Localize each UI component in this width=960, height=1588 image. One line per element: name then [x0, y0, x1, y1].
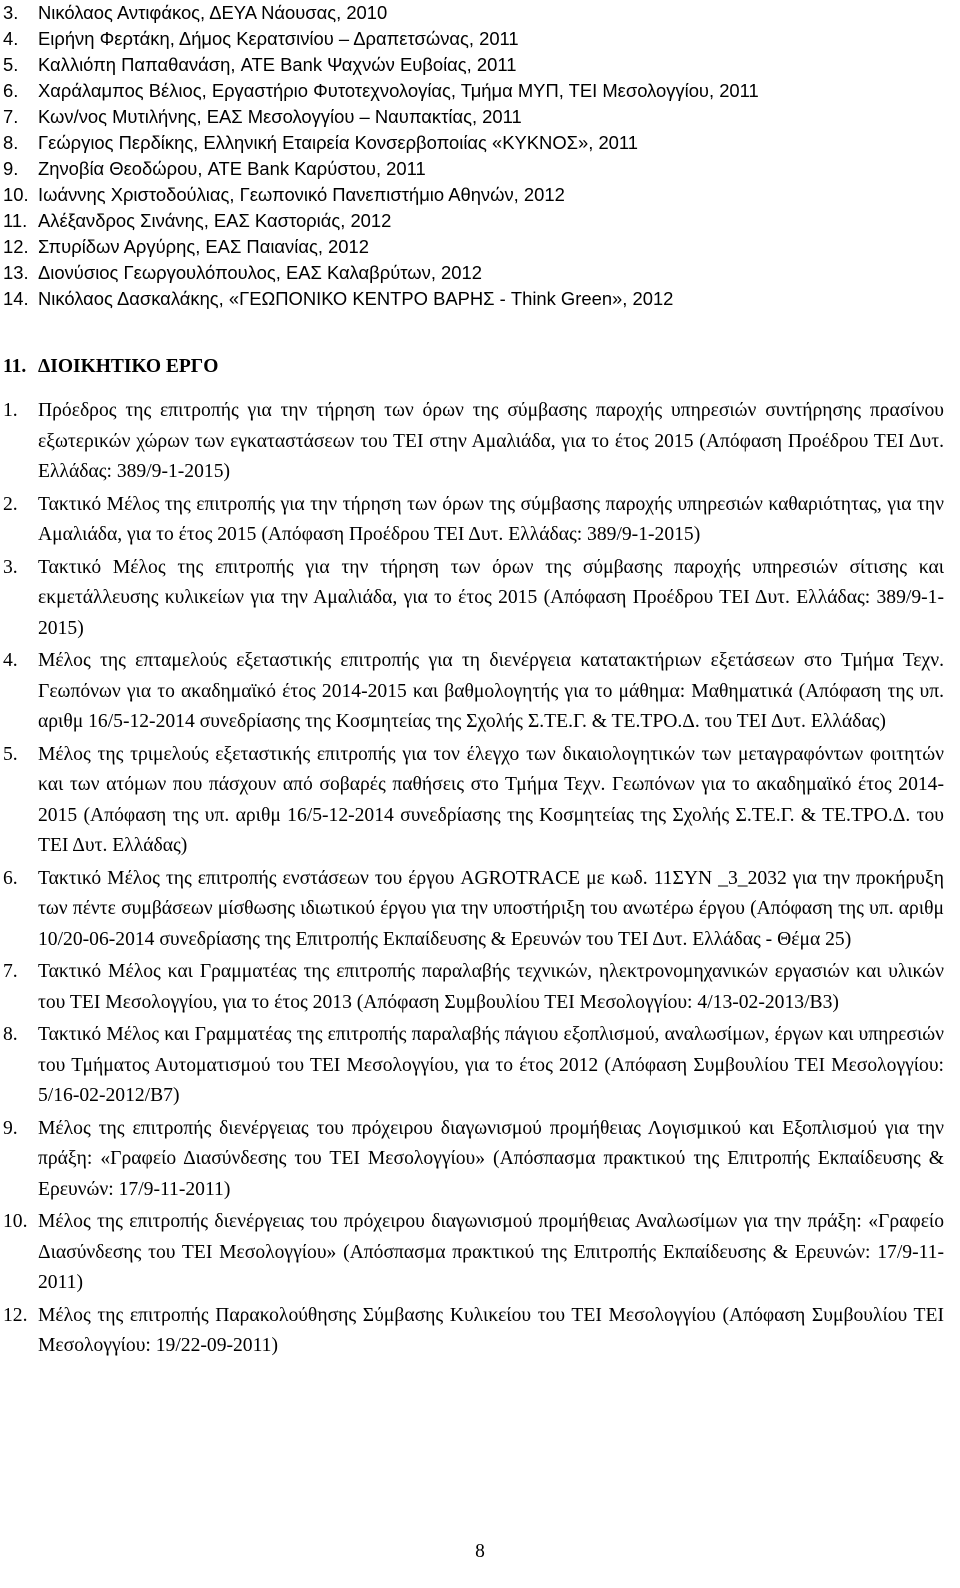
list-item [0, 553, 960, 645]
list-item-text: Μέλος της επιτροπής διενέργειας του πρόχειρου διαγωνισμού προμήθειας Λογισμικού και Εξοπλισμού για την πράξη: «Γραφείο Διασύνδεσης του ΤΕΙ Μεσολογγίου» (Απόσπασμα πρακτικού της Επιτροπής Εκπαίδευσης & Ερευνών: 17/9-11-2011) [38, 1117, 944, 1200]
list-item-number: 10. [3, 184, 29, 205]
list-item-number: 4. [3, 28, 19, 49]
list-item-text: Τακτικό Μέλος της επιτροπής ενστάσεων του έργου AGROTRACE με κωδ. 11ΣΥΝ _3_2032 για την προκήρυξη των πέντε συμβάσεων μίσθωσης ιδιωτικού έργου για την υποστήριξη του ανωτέρω έργου (Απόφαση της υπ. αριθμ 10/20-06-2014 συνεδρίασης της Επιτροπής Εκπαίδευσης & Ερευνών του ΤΕΙ Δυτ. Ελλάδας - Θέμα 25) [38, 867, 944, 950]
list-item-number: 7. [3, 106, 19, 127]
list-item [0, 156, 960, 182]
list-item-number: 5. [3, 743, 18, 765]
section-number: 11. [3, 356, 27, 377]
list-item-number: 1. [3, 400, 18, 421]
list-item-number: 2. [3, 493, 18, 515]
section-title: ΔΙΟΙΚΗΤΙΚΟ ΕΡΓΟ [38, 356, 219, 377]
list-item-number: 6. [3, 867, 18, 889]
list-item [0, 104, 960, 130]
list-item-number: 5. [3, 54, 19, 75]
list-item-number: 14. [3, 288, 29, 309]
list-item-text: Τακτικό Μέλος και Γραμματέας της επιτροπής παραλαβής πάγιου εξοπλισμού, αναλωσίμων, έργων και υπηρεσιών του Τμήματος Αυτοματισμού του ΤΕΙ Μεσολογγίου, για το έτος 2012 (Απόφαση Συμβουλίου ΤΕΙ Μεσολογγίου: 5/16-02-2012/Β7) [38, 1024, 944, 1106]
list-item-number: 13. [3, 262, 29, 283]
list-item-text: Νικόλαος Αντιφάκος, ΔΕΥΑ Νάουσας, 2010 [38, 2, 388, 23]
list-item-number: 9. [3, 1117, 18, 1139]
list-item [0, 130, 960, 156]
list-item-text: Νικόλαος Δασκαλάκης, «ΓΕΩΠΟΝΙΚΟ ΚΕΝΤΡΟ ΒΑΡΗΣ - Think Green», 2012 [38, 288, 674, 309]
list-item [0, 78, 960, 104]
list-item [0, 646, 960, 738]
list-item-text: Κων/νος Μυτιλήνης, ΕΑΣ Μεσολογγίου – Ναυπακτίας, 2011 [38, 106, 522, 127]
list-item [0, 208, 960, 234]
list-item [0, 1301, 960, 1362]
list-item [0, 740, 960, 862]
list-item-number: 10. [3, 1211, 28, 1232]
list-item-text: Ιωάννης Χριστοδούλιας, Γεωπονικό Πανεπιστήμιο Αθηνών, 2012 [38, 184, 565, 205]
list-item-text: Τακτικό Μέλος της επιτροπής για την τήρηση των όρων της σύμβασης παροχής υπηρεσιών καθαριότητας, για την Αμαλιάδα, για το έτος 2015 (Απόφαση Προέδρου ΤΕΙ Δυτ. Ελλάδας: 389/9-1-2015) [38, 493, 944, 545]
list-item-text: Ζηνοβία Θεοδώρου, ATE Bank Καρύστου, 2011 [38, 158, 426, 179]
list-item-number: 7. [3, 961, 18, 982]
list-item-text: Μέλος της επταμελούς εξεταστικής επιτροπής για τη διενέργεια κατατακτήριων εξετάσεων στο Τμήμα Τεχν. Γεωπόνων για το ακαδημαϊκό έτος 2014-2015 και βαθμολογητής για το μάθημα: Μαθηματικά (Απόφαση της υπ. αριθμ 16/5-12-2014 συνεδρίασης της Κοσμητείας της Σχολής Σ.ΤΕ.Γ. & ΤΕ.ΤΡΟ.Δ. του ΤΕΙ Δυτ. Ελλάδας) [38, 650, 944, 732]
list-item [0, 1207, 960, 1299]
list-item-text: Καλλιόπη Παπαθανάση, ATE Bank Ψαχνών Ευβοίας, 2011 [38, 54, 517, 75]
list-item-number: 9. [3, 158, 19, 179]
list-item-number: 12. [3, 1304, 28, 1326]
list-item [0, 396, 960, 488]
list-item-number: 11. [3, 210, 28, 231]
list-item-number: 8. [3, 1024, 18, 1045]
list-item [0, 182, 960, 208]
list-item [0, 26, 960, 52]
list-item-number: 12. [3, 236, 29, 257]
list-item-text: Αλέξανδρος Σινάνης, ΕΑΣ Καστοριάς, 2012 [38, 210, 392, 231]
list-item-number: 6. [3, 80, 19, 101]
list-item-text: Πρόεδρος της επιτροπής για την τήρηση των όρων της σύμβασης παροχής υπηρεσιών συντήρησης πρασίνου εξωτερικών χώρων των εγκαταστάσεων του ΤΕΙ στην Αμαλιάδα, για το έτος 2015 (Απόφαση Προέδρου ΤΕΙ Δυτ. Ελλάδας: 389/9-1-2015) [38, 400, 944, 482]
list-item-text: Χαράλαμπος Βέλιος, Εργαστήριο Φυτοτεχνολογίας, Τμήμα ΜΥΠ, ΤΕΙ Μεσολογγίου, 2011 [38, 80, 759, 101]
list-item-text: Τακτικό Μέλος και Γραμματέας της επιτροπής παραλαβής τεχνικών, ηλεκτρονομηχανικών εργασιών και υλικών του ΤΕΙ Μεσολογγίου, για το έτος 2013 (Απόφαση Συμβουλίου ΤΕΙ Μεσολογγίου: 4/13-02-2013/Β3) [38, 961, 944, 1013]
list-item-number: 8. [3, 132, 19, 153]
list-item [0, 234, 960, 260]
list-item-number: 4. [3, 650, 18, 671]
list-item [0, 1020, 960, 1112]
list-item [0, 1114, 960, 1206]
list-item-number: 3. [3, 2, 19, 23]
list-item [0, 0, 960, 26]
list-item-text: Μέλος της επιτροπής Παρακολούθησης Σύμβασης Κυλικείου του ΤΕΙ Μεσολογγίου (Απόφαση Συμβουλίου ΤΕΙ Μεσολογγίου: 19/22-09-2011) [38, 1304, 944, 1356]
list-item [0, 260, 960, 286]
list-item [0, 957, 960, 1018]
list-item [0, 490, 960, 551]
list-item-text: Μέλος της τριμελούς εξεταστικής επιτροπής για τον έλεγχο των δικαιολογητικών των μεταγραφόντων φοιτητών και των ατόμων που πάσχουν από σοβαρές παθήσεις στο Τμήμα Τεχν. Γεωπόνων για το ακαδημαϊκό έτος 2014-2015 (Απόφαση της υπ. αριθμ 16/5-12-2014 συνεδρίασης της Κοσμητείας της Σχολής Σ.ΤΕ.Γ. & ΤΕ.ΤΡΟ.Δ. του ΤΕΙ Δυτ. Ελλάδας) [38, 743, 944, 856]
list-item [0, 864, 960, 956]
placements-list [0, 0, 960, 312]
list-item [0, 52, 960, 78]
list-item-text: Ειρήνη Φερτάκη, Δήμος Κερατσινίου – Δραπετσώνας, 2011 [38, 28, 519, 49]
list-item [0, 286, 960, 312]
list-item-text: Σπυρίδων Αργύρης, ΕΑΣ Παιανίας, 2012 [38, 236, 369, 257]
administrative-duties-list [0, 396, 960, 1364]
list-item-text: Τακτικό Μέλος της επιτροπής για την τήρηση των όρων της σύμβασης παροχής υπηρεσιών σίτισης και εκμετάλλευσης κυλικείων για την Αμαλιάδα, για το έτος 2015 (Απόφαση Προέδρου ΤΕΙ Δυτ. Ελλάδας: 389/9-1-2015) [38, 556, 944, 639]
list-item-number: 3. [3, 556, 18, 578]
page-number: 8 [475, 1541, 485, 1562]
list-item-text: Γεώργιος Περδίκης, Ελληνική Εταιρεία Κονσερβοποιίας «ΚΥΚΝΟΣ», 2011 [38, 132, 639, 153]
list-item-text: Μέλος της επιτροπής διενέργειας του πρόχειρου διαγωνισμού προμήθειας Αναλωσίμων για την πράξη: «Γραφείο Διασύνδεσης του ΤΕΙ Μεσολογγίου» (Απόσπασμα πρακτικού της Επιτροπής Εκπαίδευσης & Ερευνών: 17/9-11-2011) [38, 1211, 944, 1293]
list-item-text: Διονύσιος Γεωργουλόπουλος, ΕΑΣ Καλαβρύτων, 2012 [38, 262, 482, 283]
